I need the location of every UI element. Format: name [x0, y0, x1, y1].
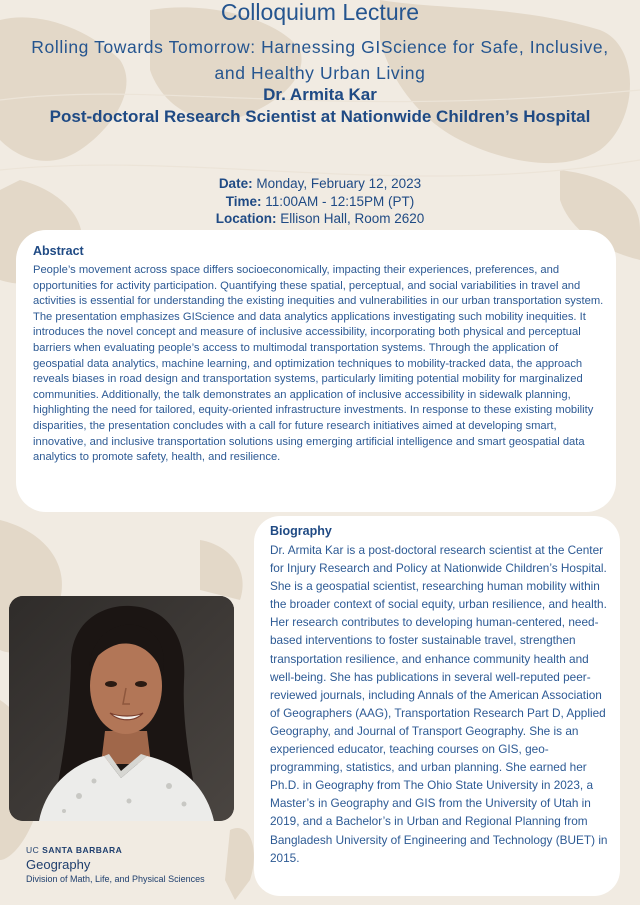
ucsb-geography-logo	[26, 845, 205, 884]
speaker-role: Post-doctoral Research Scientist at Nationwide Children’s Hospital	[49, 107, 591, 126]
location-value: Ellison Hall, Room 2620	[276, 211, 425, 226]
biography-card	[254, 516, 620, 896]
speaker-portrait	[9, 596, 234, 821]
abstract-text: People’s movement across space differs socioeconomically, impacting their experiences, preferences, and opportunities for activity participation. Quantifying these spatial, perceptual, and social variabilities in travel and activities is essential for understanding the existing inequities and vulnerabilities in our urban transportation system. The presentation emphasizes GIScience and data analytics applications investigating such mobility inequities. It introduces the novel concept and measure of inclusive accessibility, incorporating both physical and perceptual barriers when evaluating people’s access to multimodal transportation systems. Through the application of geospatial data analytics, machine learning, and optimization techniques to mobility-tracked data, the approach reveals biases in road design and transportation systems, particularly limiting potential mobility for marginalized communities. Additionally, the talk demonstrates an application of inclusive accessibility in sidewalk planning, highlighting the need for tailored, equity-oriented infrastructure investments. In response to these existing mobility disparities, the presentation concludes with a call for future research initiatives aimed at developing smart, innovative, and inclusive transportation solutions using emerging artificial intelligence and smart geospatial data analytics to promote safety, health, and resilience.	[33, 264, 604, 464]
logo-department: Geography	[26, 857, 91, 872]
time-value: 11:00AM - 12:15PM (PT)	[261, 193, 415, 209]
abstract-card	[16, 230, 616, 512]
logo-campus: SANTA BARBARA	[42, 845, 123, 855]
location-label: Location:	[215, 211, 277, 226]
date-label: Date:	[218, 176, 253, 191]
series-title: Colloquium Lecture	[220, 0, 420, 25]
logo-division: Division of Math, Life, and Physical Sciences	[26, 874, 205, 884]
talk-title: Rolling Towards Tomorrow: Harnessing GIScience for Safe, Inclusive, and Healthy Urban Living	[31, 37, 609, 83]
abstract-heading: Abstract	[33, 244, 84, 258]
event-info	[0, 175, 640, 228]
time-label: Time:	[225, 193, 262, 209]
biography-text: Dr. Armita Kar is a post-doctoral research scientist at the Center for Injury Research and Policy at Nationwide Children’s Hospital. She is a geospatial scientist, researching human mobility within the broader context of social equity, urban resilience, and health. Her research contributes to developing human-centered, need-based interventions to foster sustainable travel, strengthen transportation resilience, and enhance community health and well-being. She has publications in several well-reputed peer-reviewed journals, including Annals of the American Association of Geographers (AAG), Transportation Research Part D, Applied Geography, and Journal of Transport Geography. She is an experienced educator, teaching courses on GIS, geo-programming, statistics, and urban planning. She earned her Ph.D. in Geography from The Ohio State University in 2023, a Master’s in Geography and GIS from the University of Utah in 2019, and a Bachelor’s in Urban and Regional Planning from Bangladesh University of Engineering and Technology (BUET) in 2015.	[270, 543, 608, 865]
logo-university	[26, 845, 205, 855]
speaker-photo	[9, 596, 234, 821]
event-date	[0, 175, 640, 193]
date-value: Monday, February 12, 2023	[252, 176, 422, 191]
event-location	[0, 210, 640, 228]
logo-uc: UC	[26, 845, 40, 855]
biography-heading: Biography	[270, 524, 332, 538]
event-time	[0, 193, 640, 211]
speaker-name: Dr. Armita Kar	[263, 85, 377, 104]
